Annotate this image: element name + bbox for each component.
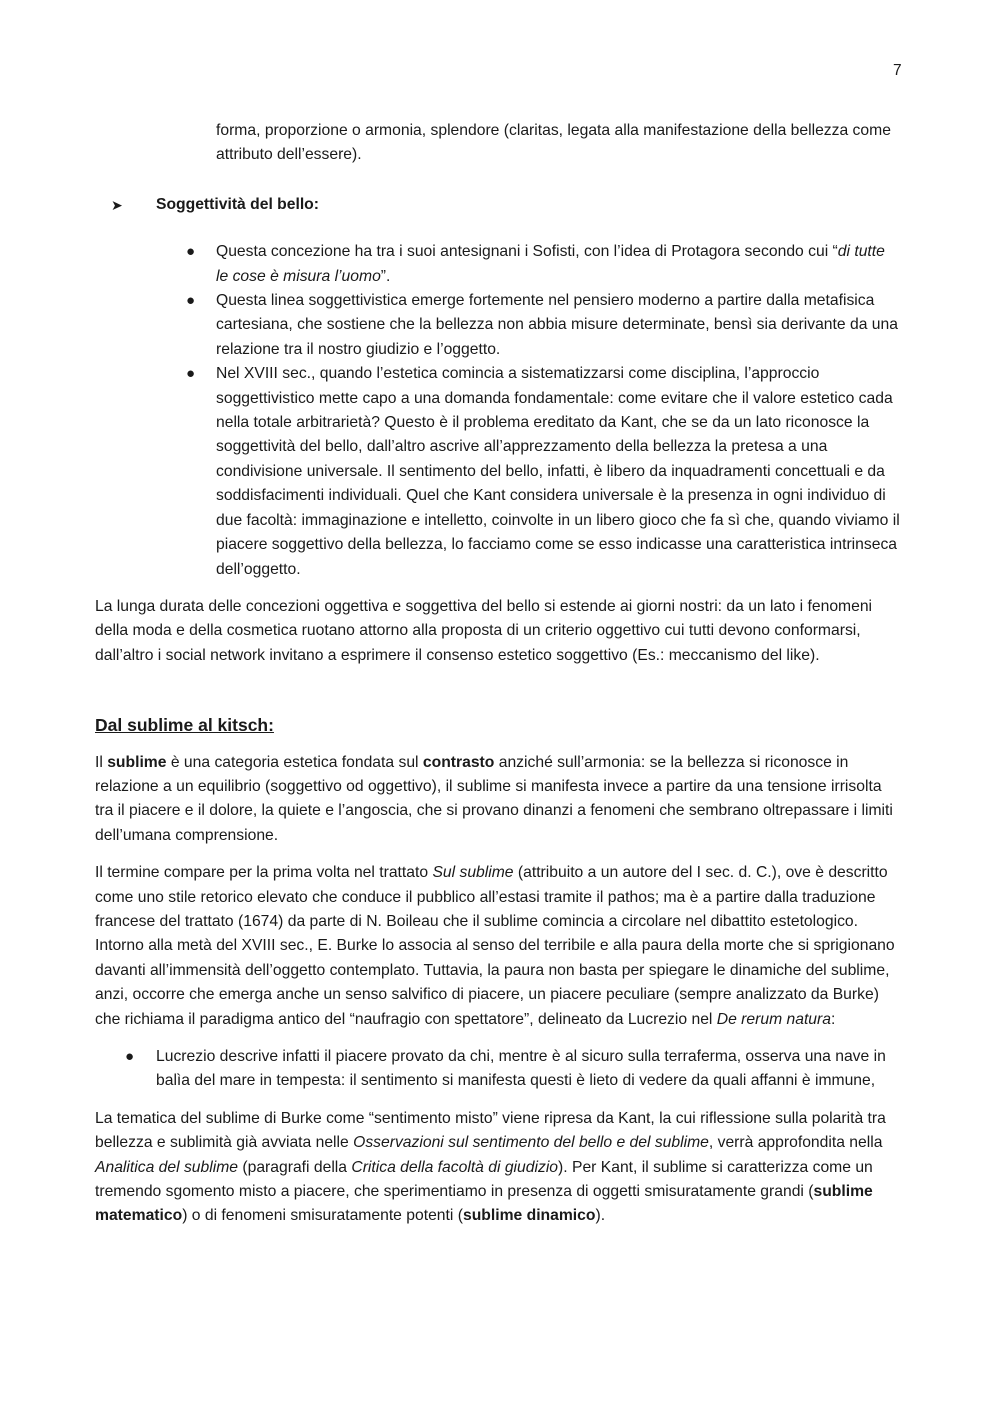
item-text: ”. xyxy=(380,267,391,285)
sublime-paragraph-1: Il sublime è una categoria estetica fondata sul contrasto anziché sull’armonia: se la bellezza si riconosce in relazione a un equilibrio (soggettivo od oggettivo), il sublime si manifesta invece a partire da una tensione irrisolta tra il piacere e il dolore, la quiete e l’angoscia, che si provano dinanzi a fenomeni che sembrano oltrepassare i limiti dell’umana comprensione. xyxy=(95,753,893,844)
bullet-icon: ● xyxy=(186,365,196,383)
list-item xyxy=(95,240,900,289)
bullet-icon: ● xyxy=(186,292,196,310)
document-body xyxy=(95,119,900,1229)
soggettivita-heading xyxy=(95,193,900,217)
lunga-durata-paragraph: La lunga durata delle concezioni oggettiva e soggettiva del bello si estende ai giorni nostri: da un lato i fenomeni della moda e della cosmetica ruotano attorno alla proposta di un criterio oggettivo cui tutti devono conformarsi, dall’altro i social network invitano a esprimere il consenso estetico soggettivo (Es.: meccanismo del like). xyxy=(95,597,873,664)
item-text: Nel XVIII sec., quando l’estetica comincia a sistematizzarsi come disciplina, l’approccio soggettivistico mette capo a una domanda fondamentale: come evitare che il valore estetico cada nella totale arbitrarietà? Questo è il problema ereditato da Kant, che se da un lato riconosce la soggettività del bello, dall’altro ascrive all’apprezzamento della bellezza la pretesa a una condivisione universale. Il sentimento del bello, infatti, è libero da inquadramenti concettuali e da soddisfacimenti individuali. Quel che Kant considera universale è la presenza in ogni individuo di due facoltà: immaginazione e intelletto, coinvolte in un libero gioco che fa sì che, quando viviamo il piacere soggettivo della bellezza, lo facciamo come se esso indicasse una caratteristica intrinseca dell’oggetto. xyxy=(216,365,900,578)
list-item xyxy=(95,1045,900,1094)
soggettivita-list xyxy=(95,240,900,582)
item-text: Questa linea soggettivistica emerge fortemente nel pensiero moderno a partire dalla metafisica cartesiana, che sostiene che la bellezza non abbia misure determinate, bensì sia derivante da una relazione tra il nostro giudizio e l’oggetto. xyxy=(216,292,898,358)
list-item xyxy=(95,362,900,582)
lucrezio-list xyxy=(95,1045,900,1094)
arrow-bullet-icon: ➤ xyxy=(111,196,123,213)
list-item xyxy=(95,289,900,362)
continuation-paragraph: forma, proporzione o armonia, splendore (claritas, legata alla manifestazione della bellezza come attributo dell’essere). xyxy=(216,122,891,164)
bullet-icon: ● xyxy=(186,243,196,261)
soggettivita-heading-text: Soggettività del bello: xyxy=(156,195,319,213)
page-number: 7 xyxy=(893,62,902,79)
item-text: Questa concezione ha tra i suoi antesignani i Sofisti, con l’idea di Protagora secondo cui “ xyxy=(216,243,838,261)
section-heading: Dal sublime al kitsch: xyxy=(95,715,274,736)
bullet-icon: ● xyxy=(125,1048,135,1065)
item-quote: di tutte le cose è misura l’uomo xyxy=(216,243,885,285)
sublime-paragraph-3: La tematica del sublime di Burke come “sentimento misto” viene ripresa da Kant, la cui riflessione sulla polarità tra bellezza e sublimità già avviata nelle Osservazioni sul sentimento del bello e del sublime, verrà approfondita nella Analitica del sublime (paragrafi della Critica della facoltà di giudizio). Per Kant, il sublime si caratterizza come un tremendo sgomento misto a piacere, che sperimentiamo in presenza di oggetti smisuratamente grandi (sublime matematico) o di fenomeni smisuratamente potenti (sublime dinamico). xyxy=(95,1109,886,1225)
sublime-paragraph-2: Il termine compare per la prima volta nel trattato Sul sublime (attribuito a un autore del I sec. d. C.), ove è descritto come uno stile retorico elevato che conduce il pubblico all’estasi tramite il pathos; ma è a partire dalla traduzione francese del trattato (1674) da parte di N. Boileau che il sublime comincia a circolare nel dibattito estetologico. Intorno alla metà del XVIII sec., E. Burke lo associa al senso del terribile e alla paura della morte che si sprigionano davanti all’immensità dell’oggetto contemplato. Tuttavia, la paura non basta per spiegare le dinamiche del sublime, anzi, occorre che emerga anche un senso salvifico di piacere, un piacere peculiare (sempre analizzato da Burke) che richiama il paradigma antico del “naufragio con spettatore”, delineato da Lucrezio nel De rerum natura: xyxy=(95,864,895,1028)
item-text: Lucrezio descrive infatti il piacere provato da chi, mentre è al sicuro sulla terraferma, osserva una nave in balìa del mare in tempesta: il sentimento si manifesta questi è lieto di vedere da quali affanni è immune, xyxy=(156,1048,886,1090)
